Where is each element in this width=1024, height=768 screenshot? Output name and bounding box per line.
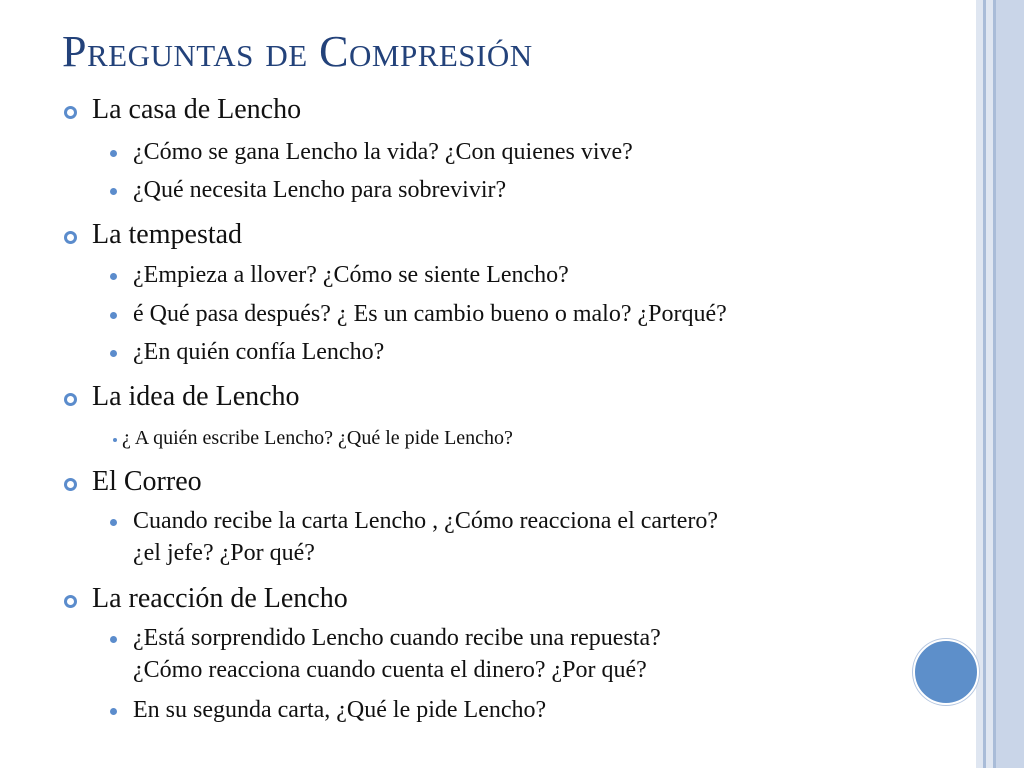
question-item: ¿Cómo se gana Lencho la vida? ¿Con quienes vive? [133, 139, 633, 165]
item-bullet-icon [110, 150, 117, 157]
question-item-line1: Cuando recibe la carta Lencho , ¿Cómo reacciona el cartero? [133, 508, 719, 534]
section-heading: La tempestad [92, 219, 243, 250]
item-bullet-icon [110, 273, 117, 280]
item-bullet-icon [110, 188, 117, 195]
item-bullet-icon [110, 708, 117, 715]
item-bullet-icon [110, 636, 117, 643]
question-item-line2: ¿Cómo reacciona cuando cuenta el dinero? ¿Por qué? [133, 657, 647, 683]
decor-stripe [976, 0, 983, 768]
question-item-line1: ¿Está sorprendido Lencho cuando recibe una repuesta? [133, 625, 661, 651]
question-item-line2: ¿el jefe? ¿Por qué? [133, 540, 315, 566]
section-bullet-icon [64, 393, 77, 406]
question-item: ¿En quién confía Lencho? [133, 339, 385, 365]
question-item: é Qué pasa después? ¿ Es un cambio bueno o malo? ¿Porqué? [133, 301, 727, 327]
slide-title: Preguntas de Compresión [62, 27, 533, 76]
section-bullet-icon [64, 106, 77, 119]
question-item: ¿Empieza a llover? ¿Cómo se siente Lencho? [133, 262, 569, 288]
section-heading: La casa de Lencho [92, 94, 302, 125]
section-heading: La reacción de Lencho [92, 583, 348, 614]
question-item: ¿ A quién escribe Lencho? ¿Qué le pide Lencho? [122, 427, 513, 449]
question-item: ¿Qué necesita Lencho para sobrevivir? [133, 177, 507, 203]
section-bullet-icon [64, 595, 77, 608]
decor-circle [913, 639, 979, 705]
item-bullet-icon [110, 350, 117, 357]
item-bullet-icon [110, 312, 117, 319]
decor-stripe [996, 0, 1024, 768]
section-bullet-icon [64, 231, 77, 244]
item-bullet-icon [113, 438, 117, 442]
item-bullet-icon [110, 519, 117, 526]
section-heading: La idea de Lencho [92, 381, 300, 412]
question-item: En su segunda carta, ¿Qué le pide Lencho? [133, 697, 547, 723]
section-bullet-icon [64, 478, 77, 491]
decor-stripe [986, 0, 993, 768]
section-heading: El Correo [92, 466, 202, 497]
